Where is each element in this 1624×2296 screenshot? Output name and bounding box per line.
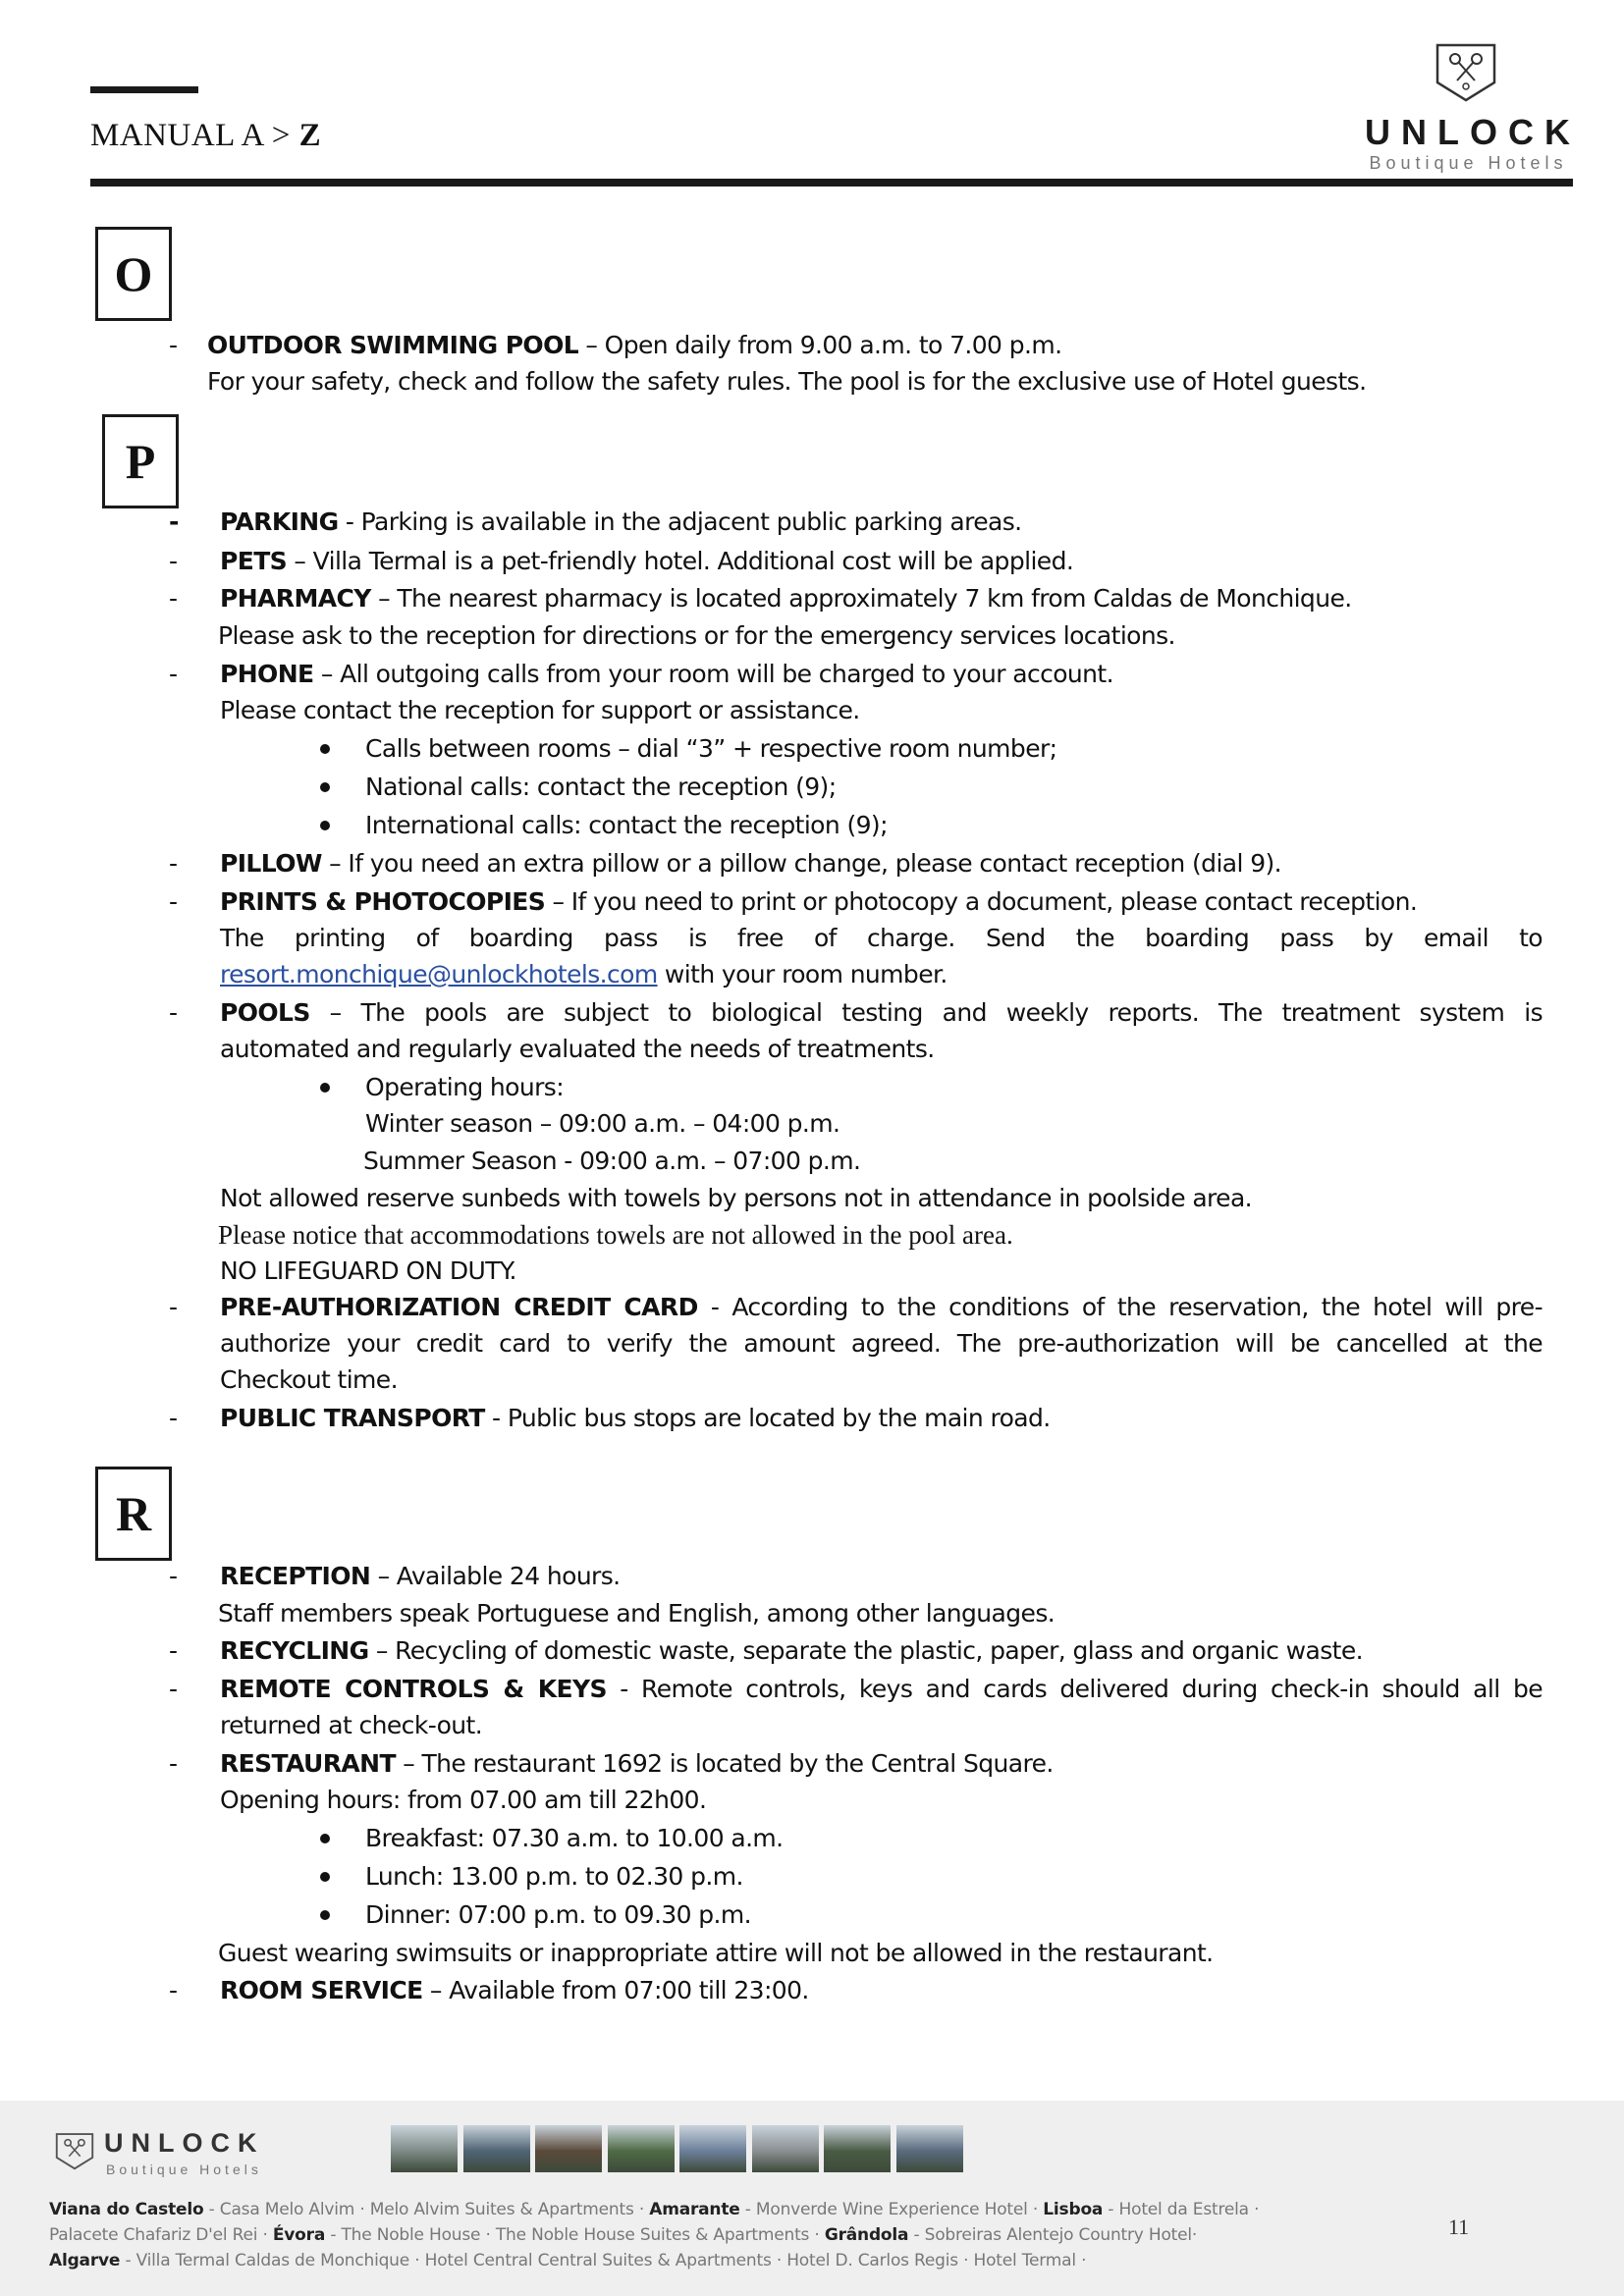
entry-text: returned at check-out.	[220, 1711, 483, 1739]
entry-text: Staff members speak Portuguese and English, among other languages.	[218, 1599, 1056, 1628]
bullet-item: International calls: contact the reception (9);	[365, 811, 888, 839]
list-dash: -	[169, 998, 179, 1027]
entry-pillow: PILLOW – If you need an extra pillow or a pillow change, please contact reception (dial 9).	[220, 849, 1282, 878]
page-number: 11	[1448, 2215, 1470, 2239]
entry-text: For your safety, check and follow the safety rules. The pool is for the exclusive use of Hotel guests.	[207, 367, 1367, 396]
logo-tagline: Boutique Hotels	[1369, 153, 1568, 173]
hotel-photo-thumbnail	[896, 2125, 963, 2172]
bullet-dot	[320, 744, 330, 754]
list-dash: -	[169, 584, 179, 613]
footer-hotels-line-1	[49, 2200, 1259, 2219]
bullet-dot	[320, 1910, 330, 1920]
footer-logo-wordmark: UNLOCK	[104, 2128, 265, 2158]
region-name: Amarante	[649, 2200, 740, 2219]
hotel-names: Palacete Chafariz D'el Rei ·	[49, 2225, 273, 2245]
entry-preauth: PRE-AUTHORIZATION CREDIT CARD - According to the conditions of the reservation, the hotel will pre-	[220, 1293, 1543, 1321]
unlock-logo	[1355, 39, 1581, 187]
entry-text: Please ask to the reception for directions or for the emergency services locations.	[218, 621, 1175, 650]
entry-phone: PHONE – All outgoing calls from your room will be charged to your account.	[220, 660, 1113, 688]
hotel-names: - Sobreiras Alentejo Country Hotel·	[908, 2225, 1198, 2245]
list-dash: -	[169, 660, 179, 688]
hotel-photo-thumbnail	[752, 2125, 819, 2172]
entry-text: Please notice that accommodations towels are not allowed in the pool area.	[218, 1220, 1013, 1250]
entry-text: Not allowed reserve sunbeds with towels by persons not in attendance in poolside area.	[220, 1184, 1253, 1212]
hotel-photo-thumbnail	[391, 2125, 458, 2172]
region-name: Grândola	[824, 2225, 909, 2245]
list-dash: -	[169, 1636, 179, 1665]
entry-recycling: RECYCLING – Recycling of domestic waste, separate the plastic, paper, glass and organic waste.	[220, 1636, 1363, 1665]
entry-text: automated and regularly evaluated the needs of treatments.	[220, 1035, 935, 1063]
bullet-dot	[320, 1834, 330, 1843]
bullet-item: Breakfast: 07.30 a.m. to 10.00 a.m.	[365, 1824, 784, 1852]
entry-text: resort.monchique@unlockhotels.com with your room number.	[220, 960, 947, 988]
footer-banner	[0, 2101, 1624, 2296]
list-dash: -	[169, 331, 179, 359]
entry-reception: RECEPTION – Available 24 hours.	[220, 1562, 621, 1590]
entry-text: The printing of boarding pass is free of charge. Send the boarding pass by email to	[220, 924, 1543, 952]
bullet-item: Dinner: 07:00 p.m. to 09.30 p.m.	[365, 1900, 752, 1929]
footer-logo-tagline: Boutique Hotels	[106, 2162, 262, 2177]
list-dash: -	[169, 547, 179, 575]
hotel-photo-thumbnail	[463, 2125, 530, 2172]
entry-text: Guest wearing swimsuits or inappropriate attire will not be allowed in the restaurant.	[218, 1939, 1214, 1967]
bullet-item: National calls: contact the reception (9);	[365, 773, 837, 801]
list-dash: -	[169, 1675, 179, 1703]
section-letter-r: R	[95, 1467, 172, 1561]
list-dash: -	[169, 1562, 179, 1590]
hotel-photo-thumbnail	[535, 2125, 602, 2172]
logo-wordmark: UNLOCK	[1365, 112, 1581, 152]
entry-public-transport: PUBLIC TRANSPORT - Public bus stops are located by the main road.	[220, 1404, 1051, 1432]
entry-outdoor-pool: OUTDOOR SWIMMING POOL – Open daily from 9.00 a.m. to 7.00 p.m.	[207, 331, 1062, 359]
footer-hotels-line-2	[49, 2225, 1197, 2245]
entry-pools: POOLS – The pools are subject to biological testing and weekly reports. The treatment system is	[220, 998, 1543, 1027]
header-accent-bar	[90, 86, 198, 93]
list-dash: -	[169, 507, 180, 536]
bullet-dot	[320, 782, 330, 792]
entry-pets: PETS – Villa Termal is a pet-friendly hotel. Additional cost will be applied.	[220, 547, 1074, 575]
entry-restaurant: RESTAURANT – The restaurant 1692 is located by the Central Square.	[220, 1749, 1054, 1778]
bullet-dot	[320, 1083, 330, 1093]
region-name: Évora	[272, 2225, 326, 2245]
keys-crest-icon	[53, 2130, 96, 2171]
list-dash: -	[169, 887, 179, 916]
list-dash: -	[169, 849, 179, 878]
bullet-item: Calls between rooms – dial “3” + respective room number;	[365, 734, 1057, 763]
hotel-photo-thumbnail	[679, 2125, 746, 2172]
email-link[interactable]: resort.monchique@unlockhotels.com	[220, 960, 658, 988]
hotel-names: - Casa Melo Alvim · Melo Alvim Suites & Apartments ·	[203, 2200, 650, 2219]
entry-room-service: ROOM SERVICE – Available from 07:00 till 23:00.	[220, 1976, 809, 2004]
entry-text: Please contact the reception for support or assistance.	[220, 696, 860, 724]
document-title: MANUAL A > Z	[90, 118, 322, 153]
hotel-names: - Villa Termal Caldas de Monchique · Hotel Central Central Suites & Apartments · Hotel D. Carlos Regis · Hotel Termal ·	[120, 2251, 1087, 2270]
section-letter-o: O	[95, 227, 172, 321]
list-dash: -	[169, 1404, 179, 1432]
entry-text: NO LIFEGUARD ON DUTY.	[220, 1256, 516, 1285]
section-letter-p: P	[102, 414, 179, 508]
keys-crest-icon	[1432, 39, 1500, 104]
entry-text: Checkout time.	[220, 1365, 398, 1394]
region-name: Lisboa	[1043, 2200, 1104, 2219]
hotel-names: - Hotel da Estrela ·	[1103, 2200, 1260, 2219]
hotel-names: - The Noble House · The Noble House Suites & Apartments ·	[325, 2225, 825, 2245]
bullet-dot	[320, 1872, 330, 1882]
bullet-item: Operating hours:	[365, 1073, 565, 1101]
entry-text: authorize your credit card to verify the amount agreed. The pre-authorization will be cancelled at the	[220, 1329, 1543, 1358]
list-dash: -	[169, 1749, 179, 1778]
header-rule	[90, 179, 1573, 187]
entry-text: Opening hours: from 07.00 am till 22h00.	[220, 1786, 707, 1814]
entry-parking: PARKING - Parking is available in the adjacent public parking areas.	[220, 507, 1022, 536]
entry-remote: REMOTE CONTROLS & KEYS - Remote controls, keys and cards delivered during check-in should all be	[220, 1675, 1543, 1703]
hours-winter: Winter season – 09:00 a.m. – 04:00 p.m.	[365, 1109, 840, 1138]
hotel-names: - Monverde Wine Experience Hotel ·	[739, 2200, 1044, 2219]
region-name: Algarve	[49, 2251, 121, 2270]
bullet-item: Lunch: 13.00 p.m. to 02.30 p.m.	[365, 1862, 743, 1891]
hotel-photo-thumbnail	[608, 2125, 675, 2172]
entry-pharmacy: PHARMACY – The nearest pharmacy is located approximately 7 km from Caldas de Monchique.	[220, 584, 1352, 613]
list-dash: -	[169, 1293, 179, 1321]
list-dash: -	[169, 1976, 179, 2004]
hotel-photo-thumbnail	[824, 2125, 891, 2172]
entry-prints: PRINTS & PHOTOCOPIES – If you need to print or photocopy a document, please contact reception.	[220, 887, 1418, 916]
hours-summer: Summer Season - 09:00 a.m. – 07:00 p.m.	[363, 1147, 861, 1175]
bullet-dot	[320, 821, 330, 830]
region-name: Viana do Castelo	[49, 2200, 204, 2219]
footer-hotels-line-3	[49, 2251, 1086, 2270]
